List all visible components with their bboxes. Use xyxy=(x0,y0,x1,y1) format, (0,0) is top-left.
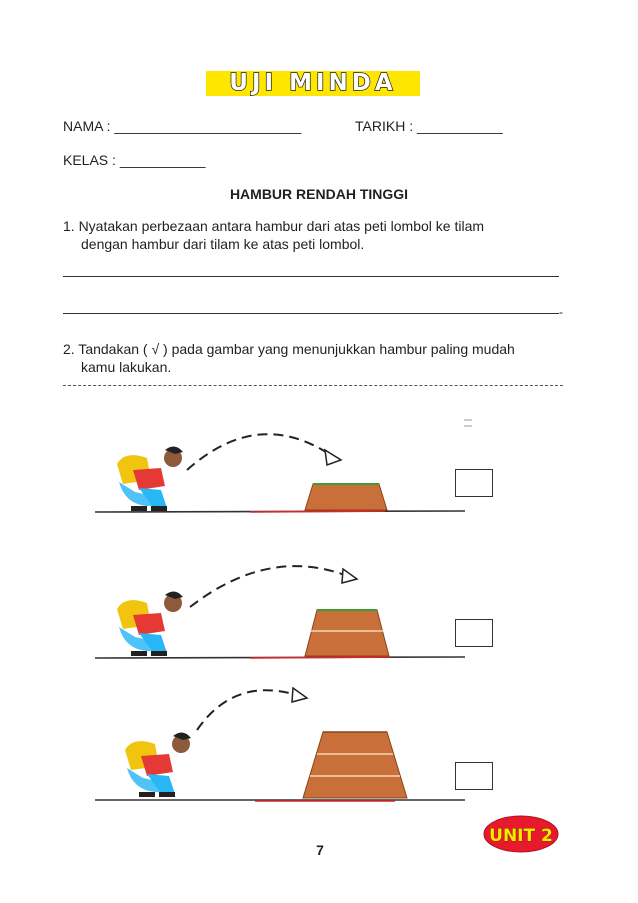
student-crouching-2 xyxy=(117,591,183,656)
question-2-line-1: 2. Tandakan ( √ ) pada gambar yang menunjukkan hambur paling mudah xyxy=(63,341,515,357)
floor-line-1 xyxy=(95,511,465,512)
class-label: KELAS : xyxy=(63,152,116,168)
unit-badge-label: UNIT 2 xyxy=(489,826,553,846)
page-number: 7 xyxy=(316,842,324,858)
answer-line-1[interactable] xyxy=(63,276,559,277)
question-1-line-1: 1. Nyatakan perbezaan antara hambur dari atas peti lombol ke tilam xyxy=(63,218,485,234)
name-label: NAMA : xyxy=(63,118,111,134)
floor-line-2 xyxy=(95,657,465,658)
checkbox-illustration-3[interactable] xyxy=(455,762,493,790)
page-title: UJI MINDA xyxy=(229,70,397,96)
unit-badge xyxy=(483,815,559,853)
answer-line-3[interactable] xyxy=(63,385,563,386)
vaulting-box-high xyxy=(303,732,407,798)
floor-line-3 xyxy=(95,800,465,801)
answer-line-2[interactable] xyxy=(63,313,559,314)
student-crouching-1 xyxy=(117,446,183,511)
section-heading: HAMBUR RENDAH TINGGI xyxy=(229,186,409,202)
vaulting-box-low xyxy=(305,484,387,510)
vaulting-box-medium xyxy=(305,610,389,656)
name-field xyxy=(63,118,301,134)
checkbox-illustration-1[interactable] xyxy=(455,469,493,497)
illustration-3 xyxy=(95,680,475,810)
question-1-line-2: dengan hambur dari tilam ke atas peti lombol. xyxy=(81,236,365,252)
question-2-line-2: kamu lakukan. xyxy=(81,359,172,375)
date-label: TARIKH : xyxy=(355,118,414,134)
date-field xyxy=(355,118,503,134)
jump-arc-2 xyxy=(190,566,357,607)
jump-arc-1 xyxy=(187,434,341,470)
checkbox-illustration-2[interactable] xyxy=(455,619,493,647)
date-blank[interactable]: ___________ xyxy=(416,118,503,134)
illustration-1 xyxy=(95,420,475,520)
class-field xyxy=(63,152,205,168)
student-crouching-3 xyxy=(125,732,191,797)
answer-line-2-mark: - xyxy=(559,305,563,319)
jump-arc-3 xyxy=(197,688,307,730)
illustration-2 xyxy=(95,555,475,670)
class-blank[interactable]: ___________ xyxy=(119,152,206,168)
name-blank[interactable]: ________________________ xyxy=(114,118,302,134)
